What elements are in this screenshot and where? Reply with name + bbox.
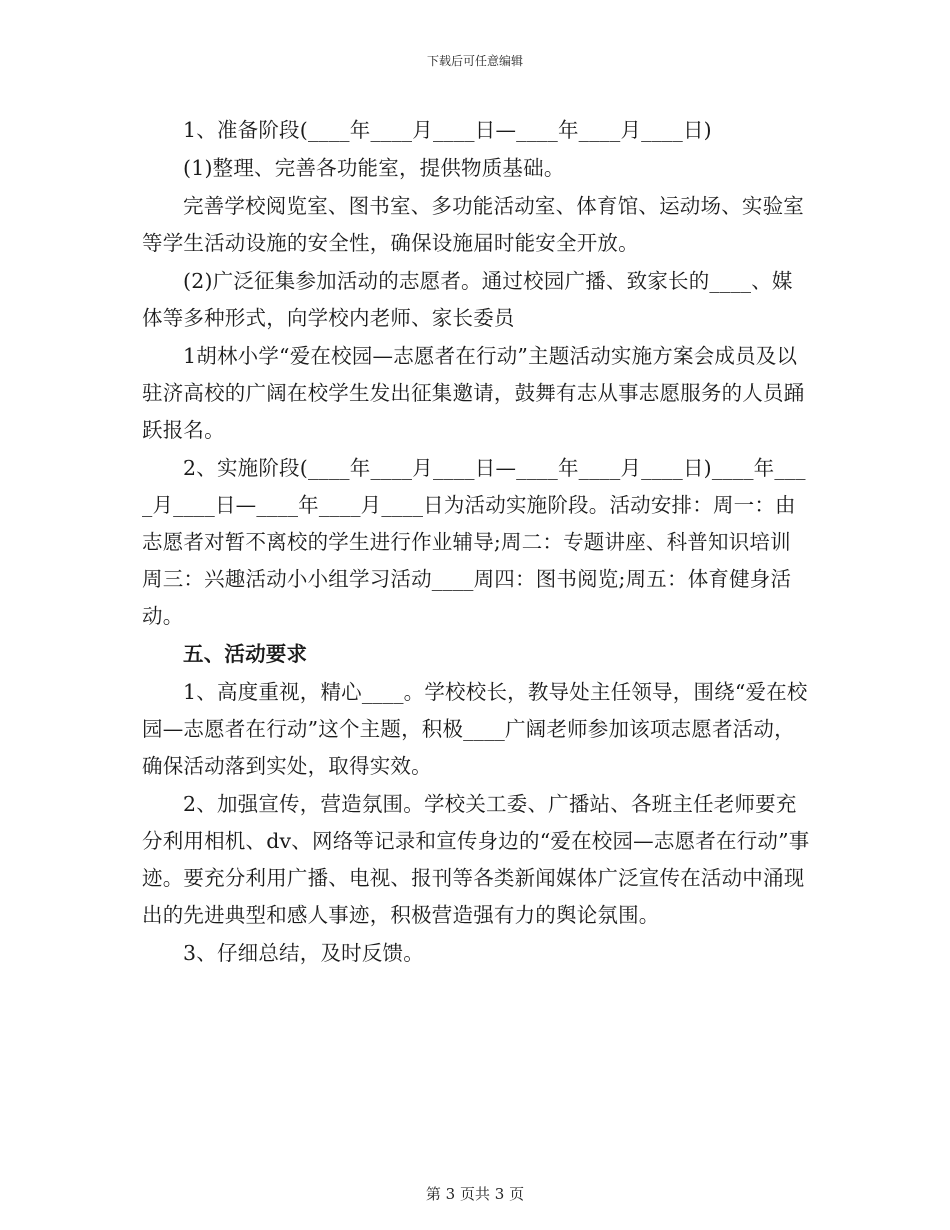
paragraph-implementation-stage: 2、实施阶段(____年____月____日—____年____月____日)____年____月____日—____年____月____日为活动实施阶段。活动安排：周一：由志愿者对暂不离校的学生进行作业辅导;周二：专题讲座、科普知识培训周三：兴趣活动小小组学习活动____周四：图书阅览;周五：体育健身活动。 <box>142 456 806 628</box>
page-header: 下载后可任意编辑 <box>426 54 523 68</box>
section-heading-requirements: 五、活动要求 <box>183 642 308 666</box>
paragraph-prep-item-2: (2)广泛征集参加活动的志愿者。通过校园广播、致家长的____、媒体等多种形式，向学校内老师、家长委员 <box>142 269 793 330</box>
page-footer: 第 3 页共 3 页 <box>425 1185 525 1203</box>
document-body <box>142 112 810 973</box>
paragraph-facilities: 完善学校阅览室、图书室、多功能活动室、体育馆、运动场、实验室等学生活动设施的安全性，确保设施届时能安全开放。 <box>142 194 804 255</box>
paragraph-requirement-1: 1、高度重视，精心____。学校校长，教导处主任领导，围绕“爱在校园—志愿者在行动”这个主题，积极____广阔老师参加该项志愿者活动，确保活动落到实处，取得实效。 <box>142 680 808 778</box>
paragraph-requirement-2: 2、加强宣传，营造氛围。学校关工委、广播站、各班主任老师要充分利用相机、dv、网络等记录和宣传身边的“爱在校园—志愿者在行动”事迹。要充分利用广播、电视、报刊等各类新闻媒体广泛宣传在活动中涌现出的先进典型和感人事迹，积极营造强有力的舆论氛围。 <box>142 792 810 927</box>
paragraph-prep-item-1: (1)整理、完善各功能室，提供物质基础。 <box>183 156 565 180</box>
paragraph-prep-stage: 1、准备阶段(____年____月____日—____年____月____日) <box>183 118 712 142</box>
paragraph-recruitment: 1胡林小学“爱在校园—志愿者在行动”主题活动实施方案会成员及以驻济高校的广阔在校学生发出征集邀请，鼓舞有志从事志愿服务的人员踊跃报名。 <box>142 344 805 442</box>
paragraph-requirement-3: 3、仔细总结，及时反馈。 <box>183 941 424 965</box>
